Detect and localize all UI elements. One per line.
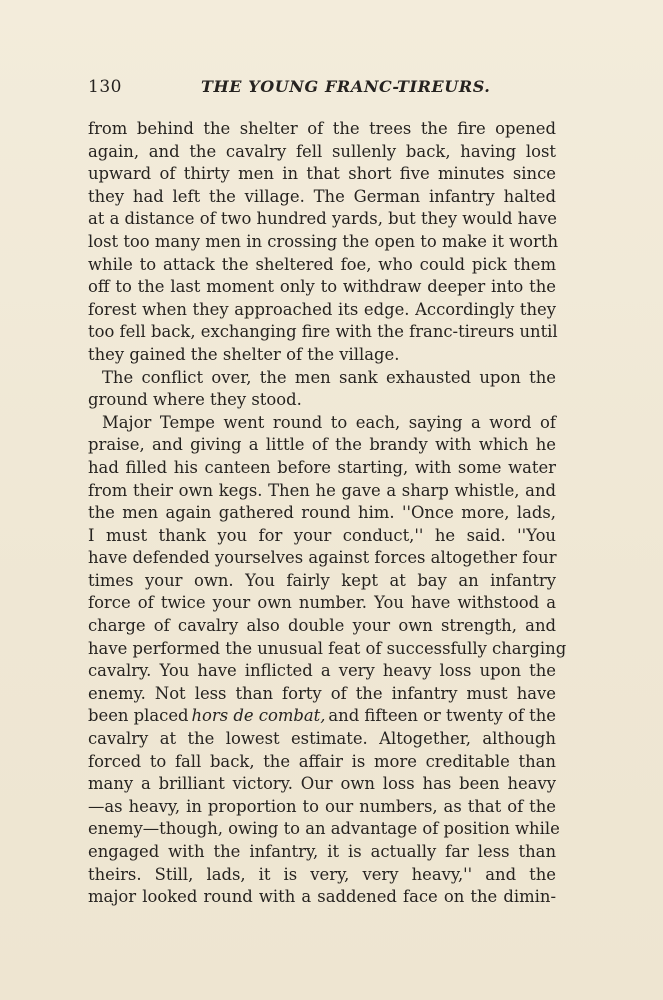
text-line: they gained the shelter of the village.: [88, 344, 400, 364]
text-line-mixed: [88, 705, 556, 728]
text-line: times your own. You fairly kept at bay an infantry: [88, 570, 556, 590]
text-line: the men again gathered round him. ''Once more, lads,: [88, 503, 556, 523]
text-line: while to attack the sheltered foe, who could pick them: [88, 254, 556, 274]
body-text: [88, 118, 567, 909]
text-line: engaged with the infantry, it is actually far less than: [88, 842, 556, 861]
text-line: lost too many men in crossing the open to make it worth: [88, 231, 559, 251]
text-line: too fell back, exchanging fire with the franc-tireurs until: [88, 322, 558, 342]
text-line: had filled his canteen before starting, with some water: [88, 457, 556, 477]
text-line: Major Tempe went round to each, saying a word of: [102, 412, 556, 432]
text-line: from behind the shelter of the trees the fire opened: [88, 119, 556, 138]
text-line: forest when they approached its edge. Accordingly they: [88, 299, 556, 319]
text-line: I must thank you for your conduct,'' he said. ''You: [88, 525, 556, 545]
text-segment: and fifteen or twenty of the: [328, 706, 556, 726]
text-line: praise, and giving a little of the brandy with which he: [88, 435, 556, 455]
text-line: they had left the village. The German infantry halted: [88, 186, 556, 206]
text-line: enemy—though, owing to an advantage of position while: [88, 819, 560, 839]
text-line: off to the last moment only to withdraw deeper into the: [88, 277, 556, 297]
text-line: forced to fall back, the affair is more creditable than: [88, 751, 556, 771]
text-line: enemy. Not less than forty of the infantry must have: [88, 683, 556, 703]
text-line: major looked round with a saddened face on the dimin-: [88, 887, 556, 907]
text-line: force of twice your own number. You have withstood a: [88, 593, 556, 613]
text-line: again, and the cavalry fell sullenly back, having lost: [88, 141, 556, 161]
text-line: The conflict over, the men sank exhausted upon the: [102, 367, 556, 387]
text-line: charge of cavalry also double your own strength, and: [88, 616, 556, 636]
text-line: at a distance of two hundred yards, but they would have: [88, 209, 557, 229]
text-line: cavalry at the lowest estimate. Altogether, although: [88, 729, 556, 749]
text-line: upward of thirty men in that short five minutes since: [88, 164, 556, 184]
page-number: 130: [88, 77, 122, 97]
text-line: theirs. Still, lads, it is very, very heavy,'' and the: [88, 864, 556, 884]
text-line: have performed the unusual feat of successfully charging: [88, 638, 567, 658]
italic-phrase: hors de combat,: [191, 706, 326, 726]
running-head: [88, 77, 558, 99]
text-line: from their own kegs. Then he gave a sharp whistle, and: [88, 480, 556, 500]
text-line: many a brilliant victory. Our own loss has been heavy: [88, 774, 556, 794]
text-line: —as heavy, in proportion to our numbers, as that of the: [88, 796, 556, 816]
text-line: have defended yourselves against forces altogether four: [88, 548, 557, 568]
text-line: ground where they stood.: [88, 390, 302, 410]
running-title: THE YOUNG FRANC-TIREURS.: [201, 77, 491, 96]
text-line: cavalry. You have inflicted a very heavy loss upon the: [88, 661, 556, 681]
text-segment: been placed: [88, 706, 189, 726]
